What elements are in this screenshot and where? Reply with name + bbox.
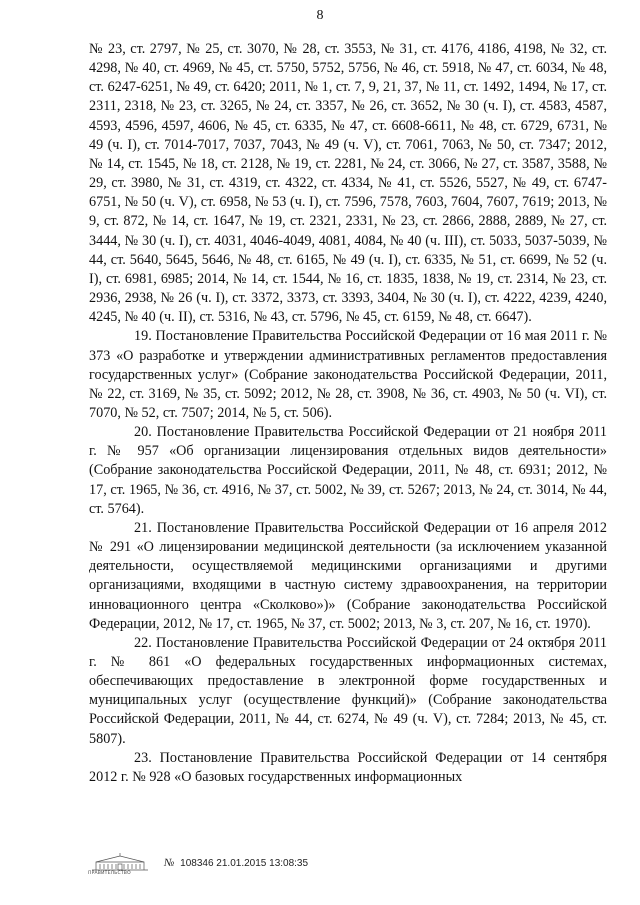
paragraph-item-23: 23. Постановление Правительства Российской Федерации от 14 сентября 2012 г. № 928 «О базовых государственных информационных (89, 749, 607, 785)
paragraph-continuation: № 23, ст. 2797, № 25, ст. 3070, № 28, ст. 3553, № 31, ст. 4176, 4186, 4198, № 32, ст. 4298, № 40, ст. 4969, № 45, ст. 5750, 5752, 5756, № 46, ст. 5918, № 47, ст. 6034, № 48, ст. 6247-6251, № 49, ст. 6420; 2011, № 1, ст. 7, 9, 21, 37, № 11, ст. 1492, 1494, № 17, ст. 2311, 2318, № 23, ст. 3265, № 24, ст. 3357, № 26, ст. 3652, № 30 (ч. I), ст. 4583, 4587, 4593, 4596, 4597, 4606, № 45, ст. 6335, № 47, ст. 6608-6611, № 48, ст. 6729, 6731, № 49 (ч. I), ст. 7014-7017, 7037, 7043, № 49 (ч. V), ст. 7061, 7063, № 50, ст. 7347; 2012, № 14, ст. 1545, № 18, ст. 2128, № 19, ст. 2281, № 24, ст. 3066, № 27, ст. 3587, 3588, № 29, ст. 3980, № 31, ст. 4319, ст. 4322, ст. 4334, № 41, ст. 5526, 5527, № 49, ст. 6747-6751, № 50 (ч. V), ст. 6958, № 53 (ч. I), ст. 7596, 7578, 7603, 7604, 7607, 7619; 2013, № 9, ст. 872, № 14, ст. 1647, № 19, ст. 2321, 2331, № 23, ст. 2866, 2888, 2889, № 27, ст. 3444, № 30 (ч. I), ст. 4031, 4046-4049, 4081, 4084, № 40 (ч. III), ст. 5033, 5037-5039, № 44, ст. 5640, 5645, 5646, № 48, ст. 6165, № 49 (ч. I), ст. 6335, № 51, ст. 6699, № 52 (ч. I), ст. 6981, 6985; 2014, № 14, ст. 1544, № 16, ст. 1835, 1838, № 19, ст. 2314, № 23, ст. 2936, 2938, № 26 (ч. I), ст. 3372, 3373, ст. 3393, 3404, № 30 (ч. I), ст. 4222, 4239, 4240, 4245, № 40 (ч. II), ст. 5316, № 43, ст. 5796, № 45, ст. 6159, № 48, ст. 6647). (89, 41, 607, 326)
number-mark: № (164, 857, 175, 869)
paragraph-item-20: 20. Постановление Правительства Российской Федерации от 21 ноября 2011 г. № 957 «Об организации лицензирования отдельных видов деятельности» (Собрание законодательства Российской Федерации, 2011, № 48, ст. 6931; 2012, № 17, ст. 1965, № 36, ст. 4916, № 37, ст. 5002, № 39, ст. 5267; 2013, № 24, ст. 3014, № 44, ст. 5764). (89, 424, 607, 517)
paragraph-item-19: 19. Постановление Правительства Российской Федерации от 16 мая 2011 г. № 373 «О разработке и утверждении административных регламентов предоставления государственных услуг» (Собрание законодательства Российской Федерации, 2011, № 22, ст. 3169, № 35, ст. 5092; 2012, № 28, ст. 3908, № 36, ст. 4903, № 50 (ч. VI), ст. 7070, № 52, ст. 7507; 2014, № 5, ст. 506). (89, 328, 607, 421)
document-stamp-text: 108346 21.01.2015 13:08:35 (180, 858, 309, 869)
document-body (89, 40, 607, 787)
seal-caption: ПРАВИТЕЛЬСТВО (88, 871, 131, 876)
paragraph-item-22: 22. Постановление Правительства Российской Федерации от 24 октября 2011 г. № 861 «О федеральных государственных информационных системах, обеспечивающих предоставление в электронной форме государственных и муниципальных услуг (осуществление функций)» (Собрание законодательства Российской Федерации, 2011, № 44, ст. 6274, № 49 (ч. V), ст. 7284; 2013, № 45, ст. 5807). (89, 634, 607, 747)
government-building-logo (86, 852, 156, 880)
footer-stamp (86, 852, 386, 882)
page-number: 8 (316, 8, 324, 23)
paragraph-item-21: 21. Постановление Правительства Российской Федерации от 16 апреля 2012 № 291 «О лицензировании медицинской деятельности (за исключением указанной деятельности, осуществляемой медицинскими организациями и другими организациями, входящими в частную систему здравоохранения, на территории инновационного центра «Сколково»)» (Собрание законодательства Российской Федерации, 2012, № 17, ст. 1965, № 37, ст. 5002; 2013, № 3, ст. 207, № 16, ст. 1970). (89, 519, 607, 632)
building-icon (86, 852, 156, 872)
document-stamp (164, 857, 308, 869)
